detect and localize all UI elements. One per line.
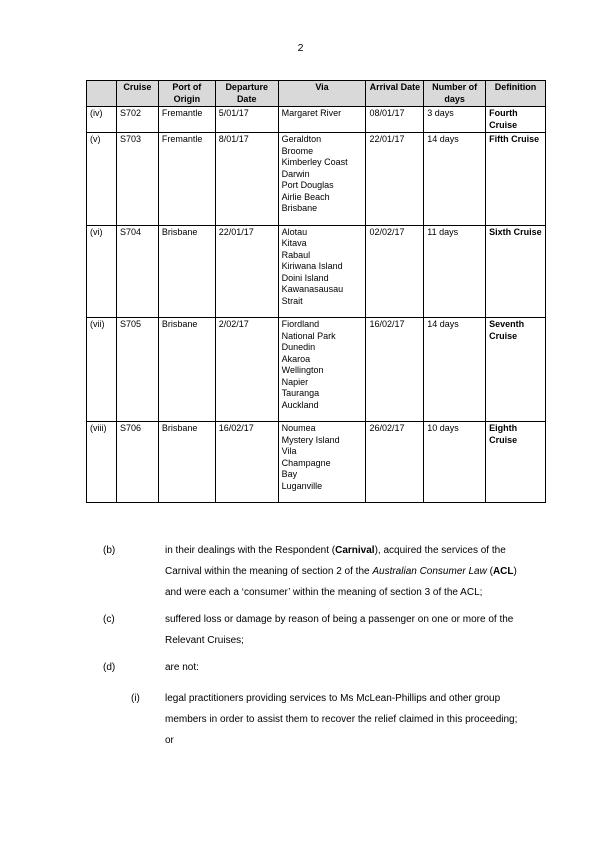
via-stop: Brisbane xyxy=(281,203,318,213)
via-stop: Kiriwana Island xyxy=(281,261,343,271)
row-number-cell: (vii) xyxy=(87,318,117,422)
via-stop: Alotau xyxy=(281,226,308,237)
row-number-cell: (iv) xyxy=(87,107,117,133)
subparagraph-text: legal practitioners providing services to Ms McLean-Phillips and other group members in order to assist them to recover the relief claimed in this proceeding; or xyxy=(165,693,518,746)
days-cell: 14 days xyxy=(424,133,486,226)
cruise-cell: S703 xyxy=(116,133,158,226)
cruise-table xyxy=(86,80,546,503)
column-header: Number of days xyxy=(424,81,486,107)
table-row xyxy=(87,318,546,422)
via-stop: Darwin xyxy=(281,168,310,179)
column-header: Port of Origin xyxy=(158,81,215,107)
table-header-row xyxy=(87,81,546,107)
row-number-cell: (viii) xyxy=(87,422,117,503)
paragraph-text: are not: xyxy=(165,662,199,673)
definition-cell: Eighth Cruise xyxy=(486,422,546,503)
column-header: Arrival Date xyxy=(366,81,424,107)
paragraph-text: suffered loss or damage by reason of being a passenger on one or more of the Relevant Cruises; xyxy=(165,614,514,646)
column-header xyxy=(87,81,117,107)
days-cell: 14 days xyxy=(424,318,486,422)
via-stop: Napier xyxy=(281,376,309,387)
via-stop: Port Douglas xyxy=(281,180,334,190)
port-cell: Fremantle xyxy=(158,107,215,133)
column-header: Via xyxy=(278,81,366,107)
via-stop: Kitava xyxy=(281,238,307,248)
paragraph-label: (b) xyxy=(103,545,116,556)
via-cell xyxy=(278,318,366,422)
via-cell xyxy=(278,107,366,133)
via-stop: Vila xyxy=(281,446,297,456)
column-header: Cruise xyxy=(116,81,158,107)
port-cell: Fremantle xyxy=(158,133,215,226)
via-stop: Rabaul xyxy=(281,249,311,260)
row-number-cell: (v) xyxy=(87,133,117,226)
via-stop: Doini Island xyxy=(281,272,329,283)
via-stop: Bay xyxy=(281,469,298,479)
departure-cell: 5/01/17 xyxy=(215,107,278,133)
table-row xyxy=(87,422,546,503)
via-stop: Margaret River xyxy=(281,108,342,118)
via-stop: Strait xyxy=(281,295,303,306)
via-stop: Akaroa xyxy=(281,353,311,364)
via-cell xyxy=(278,133,366,226)
via-stop: Fiordland xyxy=(281,319,320,329)
table-row xyxy=(87,225,546,318)
via-cell xyxy=(278,422,366,503)
arrival-cell: 08/01/17 xyxy=(366,107,424,133)
column-header: Definition xyxy=(486,81,546,107)
port-cell: Brisbane xyxy=(158,225,215,318)
days-cell: 3 days xyxy=(424,107,486,133)
table-body xyxy=(87,107,546,503)
cruise-cell: S704 xyxy=(116,225,158,318)
days-cell: 10 days xyxy=(424,422,486,503)
via-stop: Geraldton xyxy=(281,134,322,144)
cruise-cell: S706 xyxy=(116,422,158,503)
cruise-cell: S705 xyxy=(116,318,158,422)
column-header: Departure Date xyxy=(215,81,278,107)
table-row xyxy=(87,133,546,226)
departure-cell: 2/02/17 xyxy=(215,318,278,422)
arrival-cell: 02/02/17 xyxy=(366,225,424,318)
via-stop: Luganville xyxy=(281,480,323,491)
via-stop: Champagne xyxy=(281,457,331,468)
departure-cell: 8/01/17 xyxy=(215,133,278,226)
arrival-cell: 16/02/17 xyxy=(366,318,424,422)
port-cell: Brisbane xyxy=(158,422,215,503)
paragraph-text: in their dealings with the Respondent (Carnival), acquired the services of the Carnival within the meaning of section 2 of the Australian Consumer Law (ACL) and were each a ‘consumer’ within the meaning of section 3 of the ACL; xyxy=(165,545,517,598)
via-stop: Kimberley Coast xyxy=(281,157,348,167)
via-stop: Broome xyxy=(281,145,314,156)
days-cell: 11 days xyxy=(424,225,486,318)
table-row xyxy=(87,107,546,133)
via-stop: Auckland xyxy=(281,399,319,410)
arrival-cell: 22/01/17 xyxy=(366,133,424,226)
via-stop: Mystery Island xyxy=(281,434,340,445)
via-stop: Airlie Beach xyxy=(281,191,330,202)
via-stop: Noumea xyxy=(281,423,316,433)
definition-cell: Sixth Cruise xyxy=(486,225,546,318)
definition-cell: Seventh Cruise xyxy=(486,318,546,422)
via-stop: Tauranga xyxy=(281,388,320,398)
page-number: 2 xyxy=(297,42,304,54)
port-cell: Brisbane xyxy=(158,318,215,422)
via-stop: Wellington xyxy=(281,365,324,375)
via-stop: Kawanasausau xyxy=(281,284,344,294)
via-cell xyxy=(278,225,366,318)
paragraph-label: (d) xyxy=(103,662,116,673)
departure-cell: 16/02/17 xyxy=(215,422,278,503)
via-stop: National Park xyxy=(281,330,336,341)
via-stop: Dunedin xyxy=(281,342,316,352)
paragraph-label: (c) xyxy=(103,614,115,625)
subparagraph-label: (i) xyxy=(131,693,140,704)
cruise-cell: S702 xyxy=(116,107,158,133)
departure-cell: 22/01/17 xyxy=(215,225,278,318)
arrival-cell: 26/02/17 xyxy=(366,422,424,503)
definition-cell: Fifth Cruise xyxy=(486,133,546,226)
definition-cell: Fourth Cruise xyxy=(486,107,546,133)
row-number-cell: (vi) xyxy=(87,225,117,318)
